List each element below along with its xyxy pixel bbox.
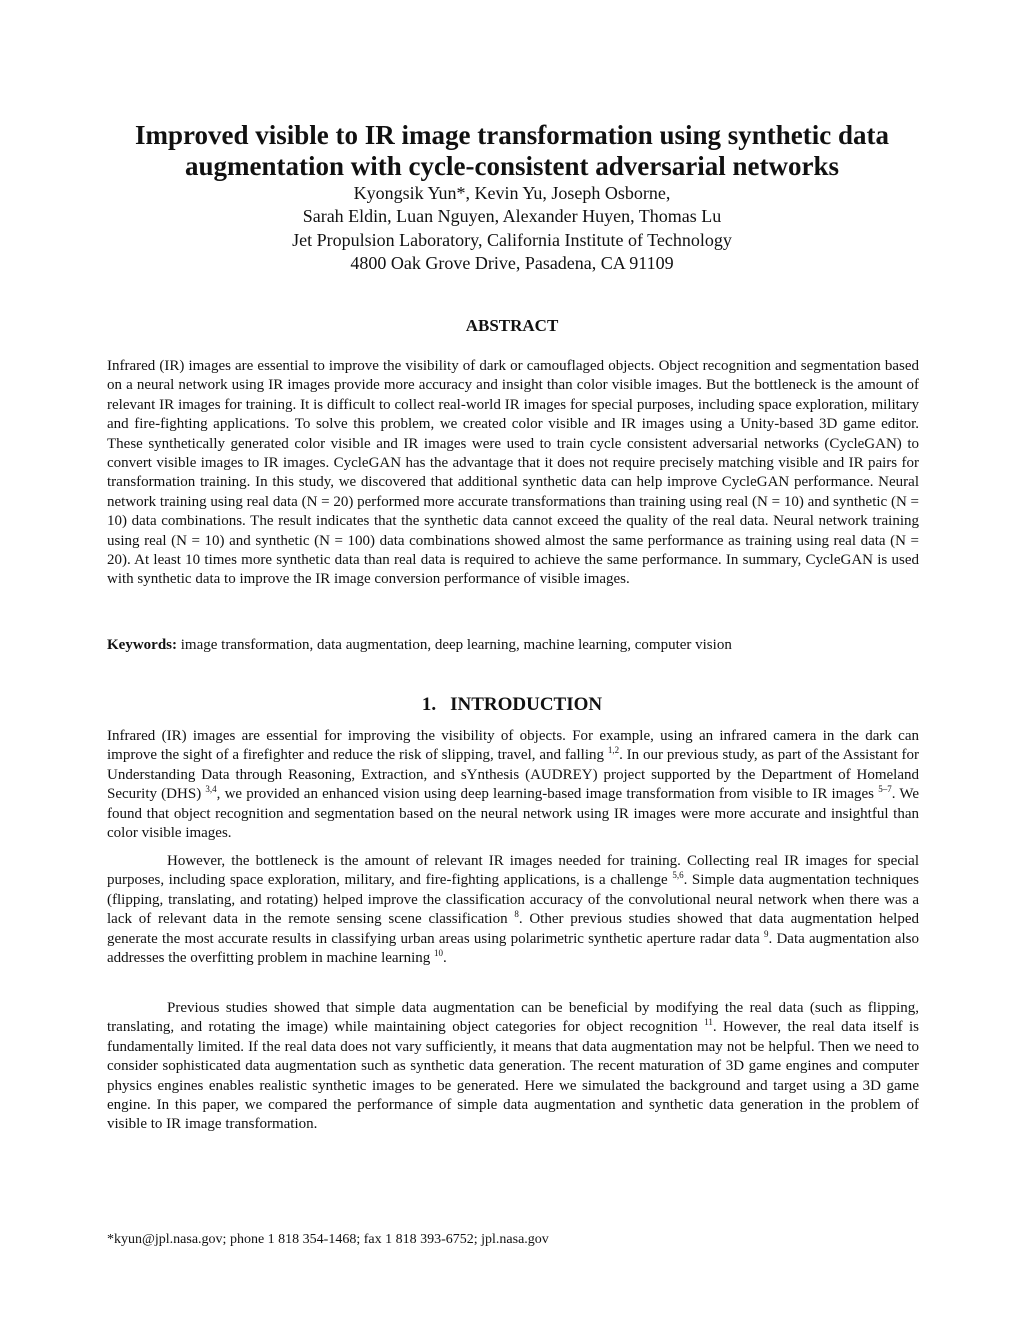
- title-line-1: Improved visible to IR image transformation using synthetic data: [134, 120, 889, 150]
- citation-ref[interactable]: 5,6: [672, 870, 684, 881]
- title-line-2: augmentation with cycle-consistent adversarial networks: [185, 151, 839, 181]
- text-run: Infrared (IR) images are essential for improving the visibility of objects. For example, using an infrared camera in the dark can improve the sight of a firefighter and reduce the risk of slipping, travel, and falling: [107, 728, 919, 764]
- keywords-label: Keywords:: [107, 637, 177, 653]
- citation-ref[interactable]: 1,2: [607, 745, 620, 756]
- keywords-list: image transformation, data augmentation, deep learning, machine learning, computer vision: [180, 637, 732, 653]
- intro-paragraph-3: [107, 999, 919, 1135]
- section-number: 1.: [421, 694, 437, 715]
- text-run: . However, the real data itself is fundamentally limited. If the real data does not vary sufficiently, it means that data augmentation may not be helpful. Then we need to consider sophisticated data augmentation such as synthetic data generation. The recent maturation of 3D game engines and computer physics engines enables realistic synthetic images to be generated. Here we simulated the background and target using a 3D game engine. In this paper, we compared the performance of simple data augmentation and synthetic data generation in the problem of visible to IR image transformation.: [107, 1019, 919, 1133]
- text-run: Previous studies showed that simple data augmentation can be beneficial by modifying the real data (such as flipping, translating, and rotating the image) while maintaining object categories for object recognition: [107, 1000, 919, 1036]
- section-title: INTRODUCTION: [450, 694, 603, 715]
- text-run: , we provided an enhanced vision using deep learning-based image transformation from visible to IR images: [216, 786, 879, 803]
- section-heading-introduction: [90, 694, 934, 716]
- citation-ref[interactable]: 11: [704, 1017, 713, 1028]
- authors-line-1: Kyongsik Yun*, Kevin Yu, Joseph Osborne,: [353, 183, 671, 203]
- intro-paragraph-2: [107, 852, 919, 968]
- paper-title: [90, 120, 934, 182]
- corresponding-author-footnote: *kyun@jpl.nasa.gov; phone 1 818 354-1468; fax 1 818 393-6752; jpl.nasa.gov: [107, 1232, 549, 1247]
- author-block: [90, 182, 934, 275]
- citation-ref[interactable]: 3,4: [205, 784, 217, 795]
- text-run: . Simple data augmentation techniques (flipping, translating, and rotating) helped improve the classification accuracy of the convolutional neural network when there was a lack of relevant data in the remote sensing scene classification: [107, 872, 920, 928]
- authors-line-2: Sarah Eldin, Luan Nguyen, Alexander Huyen, Thomas Lu: [302, 206, 722, 227]
- abstract-text: Infrared (IR) images are essential to improve the visibility of dark or camouflaged objects. Object recognition and segmentation based on a neural network using IR images provide more accuracy and insight than color visible images. But the bottleneck is the amount of relevant IR images for training. It is difficult to collect real-world IR images for special purposes, including space exploration, military and fire-fighting applications. To solve this problem, we created color visible and IR images using a Unity-based 3D game editor. These synthetically generated color visible and IR images were used to train cycle consistent adversarial networks (CycleGAN) to convert visible images to IR images. CycleGAN has the advantage that it does not require precisely matching visible and IR pairs for transformation training. In this study, we discovered that additional synthetic data can help improve CycleGAN performance. Neural network training using real data (N = 20) performed more accurate transformations than training using real (N = 10) and synthetic (N = 10) data combinations. The result indicates that the synthetic data cannot exceed the quality of the real data. Neural network training using real (N = 10) and synthetic (N = 100) data combinations showed almost the same performance as training using real data (N = 20). At least 10 times more synthetic data than real data is required to achieve the same performance. In summary, CycleGAN is used with synthetic data to improve the IR image conversion performance of visible images.: [107, 358, 919, 588]
- abstract-heading: ABSTRACT: [465, 316, 559, 335]
- citation-ref[interactable]: 5–7: [878, 784, 892, 795]
- text-run: . In our previous study, as part of the Assistant for Understanding Data through Reasoning, Extraction, and sYnthesis (AUDREY) project supported by the Department of Homeland Security (DHS): [107, 747, 919, 803]
- address: 4800 Oak Grove Drive, Pasadena, CA 91109: [350, 252, 674, 273]
- text-run: . Data augmentation also addresses the overfitting problem in machine learning: [107, 930, 919, 967]
- citation-ref[interactable]: 9: [764, 928, 769, 939]
- keywords: [107, 636, 919, 655]
- text-run: However, the bottleneck is the amount of relevant IR images needed for training. Collecting real IR images for special purposes, including space exploration, military, and fire-fighting applications, is a challenge: [107, 853, 919, 889]
- text-run: .: [442, 950, 447, 967]
- intro-paragraph-1: [107, 727, 919, 843]
- text-run: . Other previous studies showed that data augmentation helped generate the most accurate results in classifying urban areas using polarimetric synthetic aperture radar data: [107, 911, 919, 947]
- citation-ref[interactable]: 10: [433, 948, 443, 959]
- affiliation: Jet Propulsion Laboratory, California Institute of Technology: [292, 229, 732, 250]
- text-run: . We found that object recognition and segmentation based on the neural network using IR images were more accurate and insightful than color visible images.: [107, 786, 919, 842]
- citation-ref[interactable]: 8: [514, 909, 519, 920]
